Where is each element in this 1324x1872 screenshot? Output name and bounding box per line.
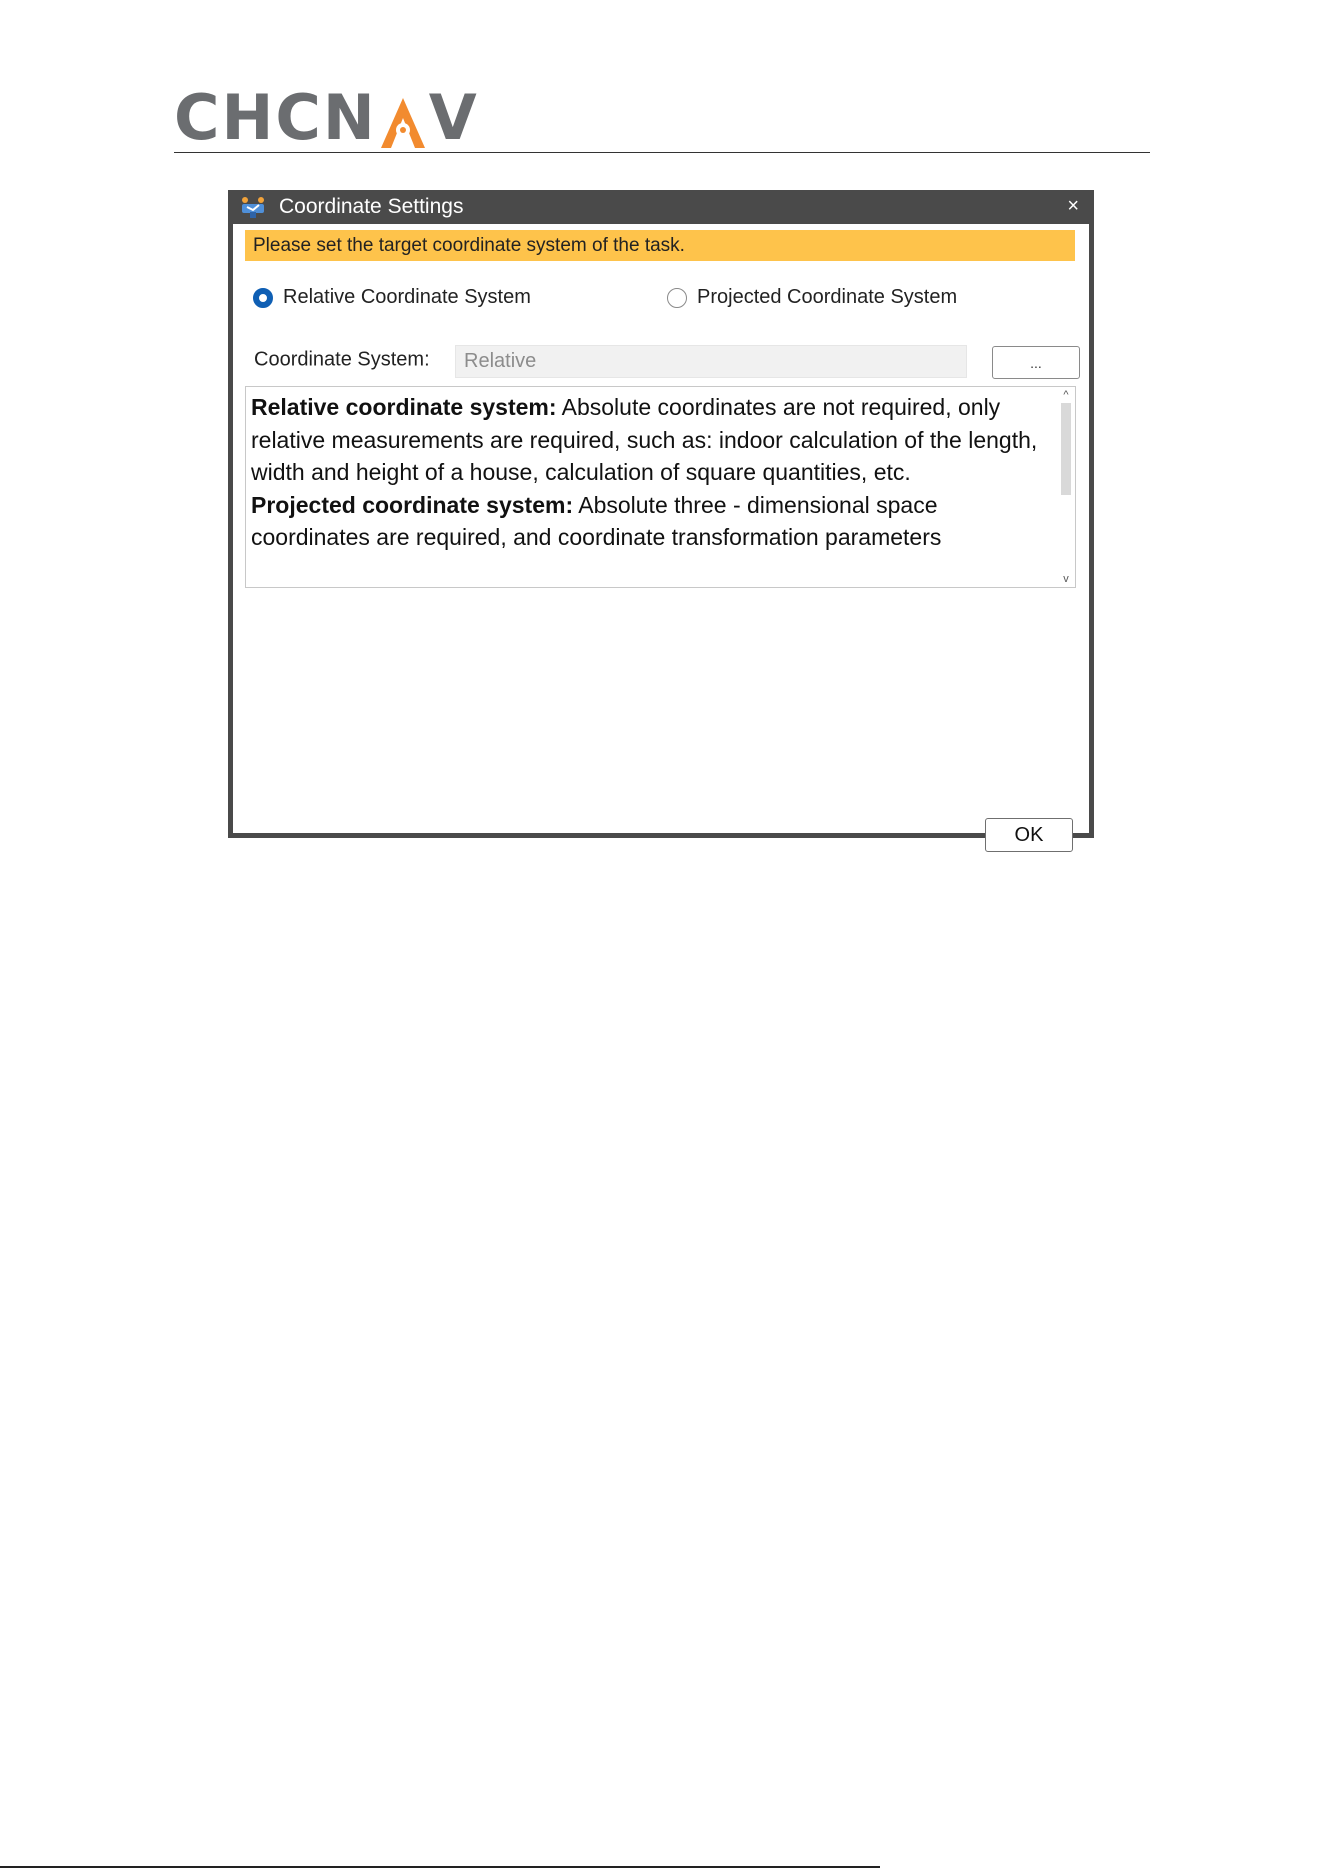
radio-unselected-indicator[interactable] [667, 288, 687, 308]
coordinate-system-field [455, 345, 967, 378]
description-text [251, 391, 1051, 554]
description-textbox[interactable] [245, 386, 1076, 588]
logo-text-right: V [428, 81, 479, 154]
info-banner: Please set the target coordinate system of the task. [245, 230, 1075, 261]
relative-coordinate-label[interactable]: Relative Coordinate System [283, 286, 531, 308]
dialog-title: Coordinate Settings [279, 195, 464, 218]
app-drone-icon [239, 193, 267, 221]
coordinate-system-label: Coordinate System: [254, 348, 430, 371]
projected-coordinate-radio[interactable] [667, 286, 957, 309]
logo-text-left: CHCN [174, 81, 377, 154]
scroll-up-arrow-icon[interactable]: ^ [1063, 389, 1069, 401]
dialog-body [233, 224, 1089, 846]
page-footer-rule [0, 1866, 880, 1868]
vertical-scrollbar[interactable] [1057, 387, 1075, 587]
scroll-down-arrow-icon[interactable]: v [1063, 573, 1069, 585]
logo-a-pin-icon [379, 96, 427, 148]
projected-body: Absolute three - dimensional space coordinates are required, and coordinate transformation parameters [251, 491, 942, 550]
coordinate-settings-dialog [228, 190, 1094, 846]
projected-coordinate-label[interactable]: Projected Coordinate System [697, 286, 958, 308]
coordinate-type-radio-group [233, 286, 1089, 314]
relative-body: Absolute coordinates are not required, only relative measurements are required, such as: indoor calculation of the length, width and height of a house, calculation of square quantities, etc. [251, 394, 1038, 485]
radio-selected-indicator[interactable] [253, 288, 273, 308]
browse-button[interactable]: ... [992, 346, 1080, 379]
scroll-thumb[interactable] [1061, 403, 1071, 495]
chcnav-logo [174, 81, 479, 154]
close-icon[interactable]: × [1067, 195, 1079, 217]
relative-heading: Relative coordinate system: [251, 394, 557, 420]
relative-coordinate-radio[interactable] [253, 286, 531, 309]
projected-heading: Projected coordinate system: [251, 491, 574, 518]
dialog-titlebar[interactable] [233, 190, 1089, 224]
document-header [174, 81, 1150, 154]
ok-button[interactable]: OK [985, 818, 1073, 852]
